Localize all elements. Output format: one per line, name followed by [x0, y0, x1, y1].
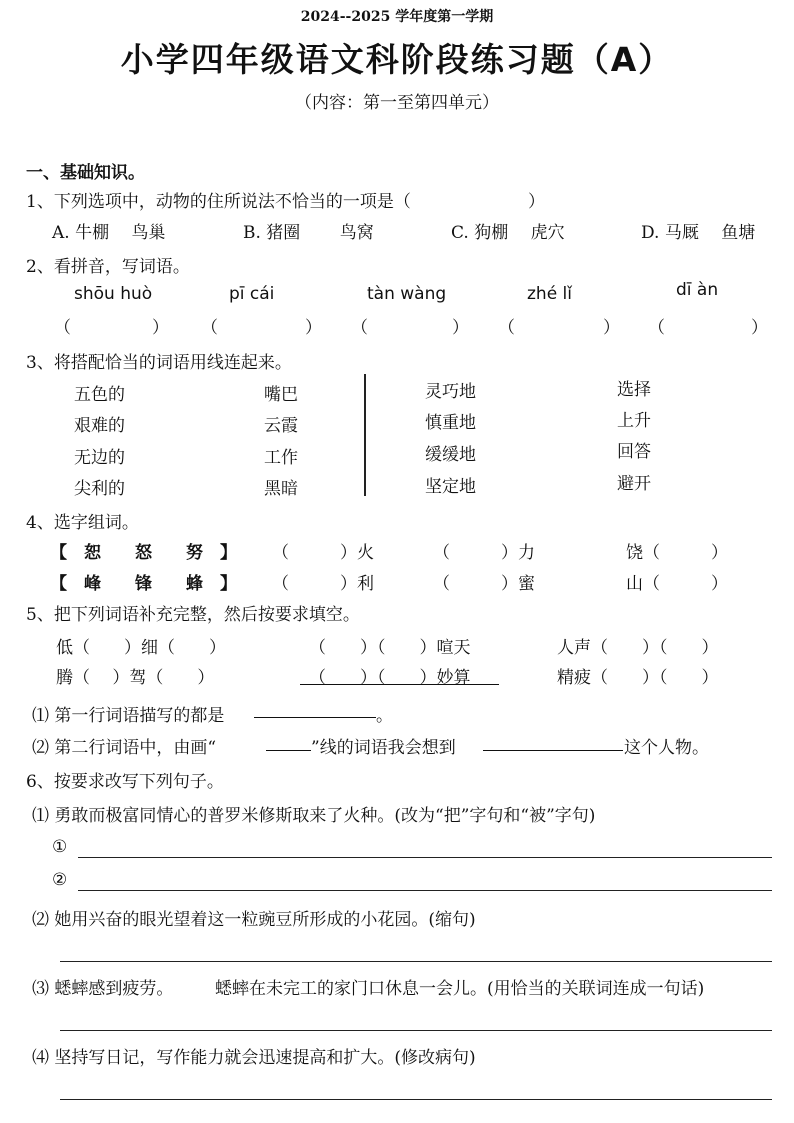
q2-stem: 2、看拼音，写词语。: [26, 257, 190, 277]
match-word: 选择: [617, 380, 651, 400]
match-word: 艰难的: [74, 416, 125, 436]
idiom-blank: 腾（ ）驾（ ）: [56, 668, 215, 688]
idiom-underline: [300, 684, 499, 685]
char-group: 【 峰 锋 蜂 】: [50, 574, 237, 594]
answer-paren-close: ）: [452, 318, 469, 338]
pinyin: dī àn: [676, 280, 719, 300]
writing-line: [60, 1030, 772, 1031]
answer-paren-close: ）: [305, 318, 322, 338]
q5-sub2-mid: ”线的词语我会想到: [311, 738, 456, 758]
match-word: 无边的: [74, 448, 125, 468]
q6-sentence-2: ⑵ 她用兴奋的眼光望着这一粒豌豆所形成的小花园。(缩句): [32, 910, 476, 930]
match-word: 五色的: [74, 385, 125, 405]
answer-blank: [483, 750, 623, 751]
section-title: 一、基础知识。: [26, 163, 145, 183]
idiom-blank: （ ）（ ）妙算: [309, 668, 471, 688]
q6-sentence-3a: ⑶ 蟋蟀感到疲劳。: [32, 979, 174, 999]
page-subtitle: （内容：第一至第四单元）: [295, 93, 499, 113]
q6-sentence-1: ⑴ 勇敢而极富同情心的普罗米修斯取来了火种。(改为“把”字句和“被”字句): [32, 806, 596, 826]
writing-line: [60, 961, 772, 962]
page-title: 小学四年级语文科阶段练习题（A）: [120, 40, 674, 79]
q4-stem: 4、选字组词。: [26, 513, 139, 533]
q5-sub2: ⑵ 第二行词语中，由画“: [32, 738, 217, 758]
idiom-blank: 精疲（ ）（ ）: [557, 668, 719, 688]
answer-paren-open: （: [648, 318, 665, 338]
fill-blank: （ ）力: [433, 543, 535, 563]
column-divider: [364, 374, 366, 496]
match-word: 上升: [617, 411, 651, 431]
q5-sub1: ⑴ 第一行词语描写的都是: [32, 706, 225, 726]
char-group: 【 恕 怒 努 】: [50, 543, 237, 563]
fill-blank: （ ）火: [272, 543, 374, 563]
idiom-blank: 人声（ ）（ ）: [557, 638, 719, 658]
answer-paren-close: ）: [152, 318, 169, 338]
match-word: 工作: [264, 448, 298, 468]
match-word: 尖利的: [74, 479, 125, 499]
q6-stem: 6、按要求改写下列句子。: [26, 772, 224, 792]
q3-stem: 3、将搭配恰当的词语用线连起来。: [26, 353, 292, 373]
answer-paren-close: ）: [751, 318, 768, 338]
q1-close-paren: ）: [528, 192, 545, 212]
fill-blank: （ ）利: [272, 574, 374, 594]
match-word: 嘴巴: [264, 385, 298, 405]
school-year: 2024--2025 学年度第一学期: [300, 9, 494, 25]
answer-paren-open: （: [351, 318, 368, 338]
fill-blank: 饶（ ）: [626, 543, 728, 563]
answer-paren-open: （: [498, 318, 515, 338]
answer-paren-close: ）: [603, 318, 620, 338]
match-word: 回答: [617, 442, 651, 462]
fill-blank: （ ）蜜: [433, 574, 535, 594]
match-word: 避开: [617, 474, 651, 494]
answer-blank: [254, 717, 376, 718]
match-word: 云霞: [264, 416, 298, 436]
q1-option-b: B. 猪圈 鸟窝: [243, 223, 374, 243]
writing-line: [60, 1099, 772, 1100]
answer-blank: [266, 750, 311, 751]
q5-stem: 5、把下列词语补充完整，然后按要求填空。: [26, 605, 360, 625]
circle-number-2: ②: [52, 870, 68, 890]
answer-paren-open: （: [201, 318, 218, 338]
circle-number-1: ①: [52, 837, 68, 857]
q1-stem: 1、下列选项中，动物的住所说法不恰当的一项是（: [26, 192, 411, 212]
match-word: 坚定地: [425, 477, 476, 497]
q1-option-a: A. 牛棚 鸟巢: [52, 223, 166, 243]
q1-option-c: C. 狗棚 虎穴: [451, 223, 565, 243]
writing-line: [78, 890, 772, 891]
q5-sub1-end: 。: [376, 706, 393, 726]
pinyin: tàn wàng: [367, 284, 447, 304]
q6-sentence-3b: 蟋蟀在未完工的家门口休息一会儿。(用恰当的关联词连成一句话): [215, 979, 705, 999]
match-word: 缓缓地: [425, 445, 476, 465]
pinyin: zhé lǐ: [527, 284, 573, 304]
writing-line: [78, 857, 772, 858]
match-word: 慎重地: [425, 413, 476, 433]
q1-option-d: D. 马厩 鱼塘: [641, 223, 756, 243]
idiom-blank: （ ）（ ）喧天: [309, 638, 471, 658]
q5-sub2-end: 这个人物。: [624, 738, 709, 758]
q6-sentence-4: ⑷ 坚持写日记，写作能力就会迅速提高和扩大。(修改病句): [32, 1048, 476, 1068]
idiom-blank: 低（ ）细（ ）: [56, 638, 226, 658]
pinyin: shōu huò: [74, 284, 153, 304]
match-word: 黑暗: [264, 479, 298, 499]
fill-blank: 山（ ）: [626, 574, 728, 594]
pinyin: pī cái: [229, 284, 275, 304]
match-word: 灵巧地: [425, 382, 476, 402]
answer-paren-open: （: [54, 318, 71, 338]
